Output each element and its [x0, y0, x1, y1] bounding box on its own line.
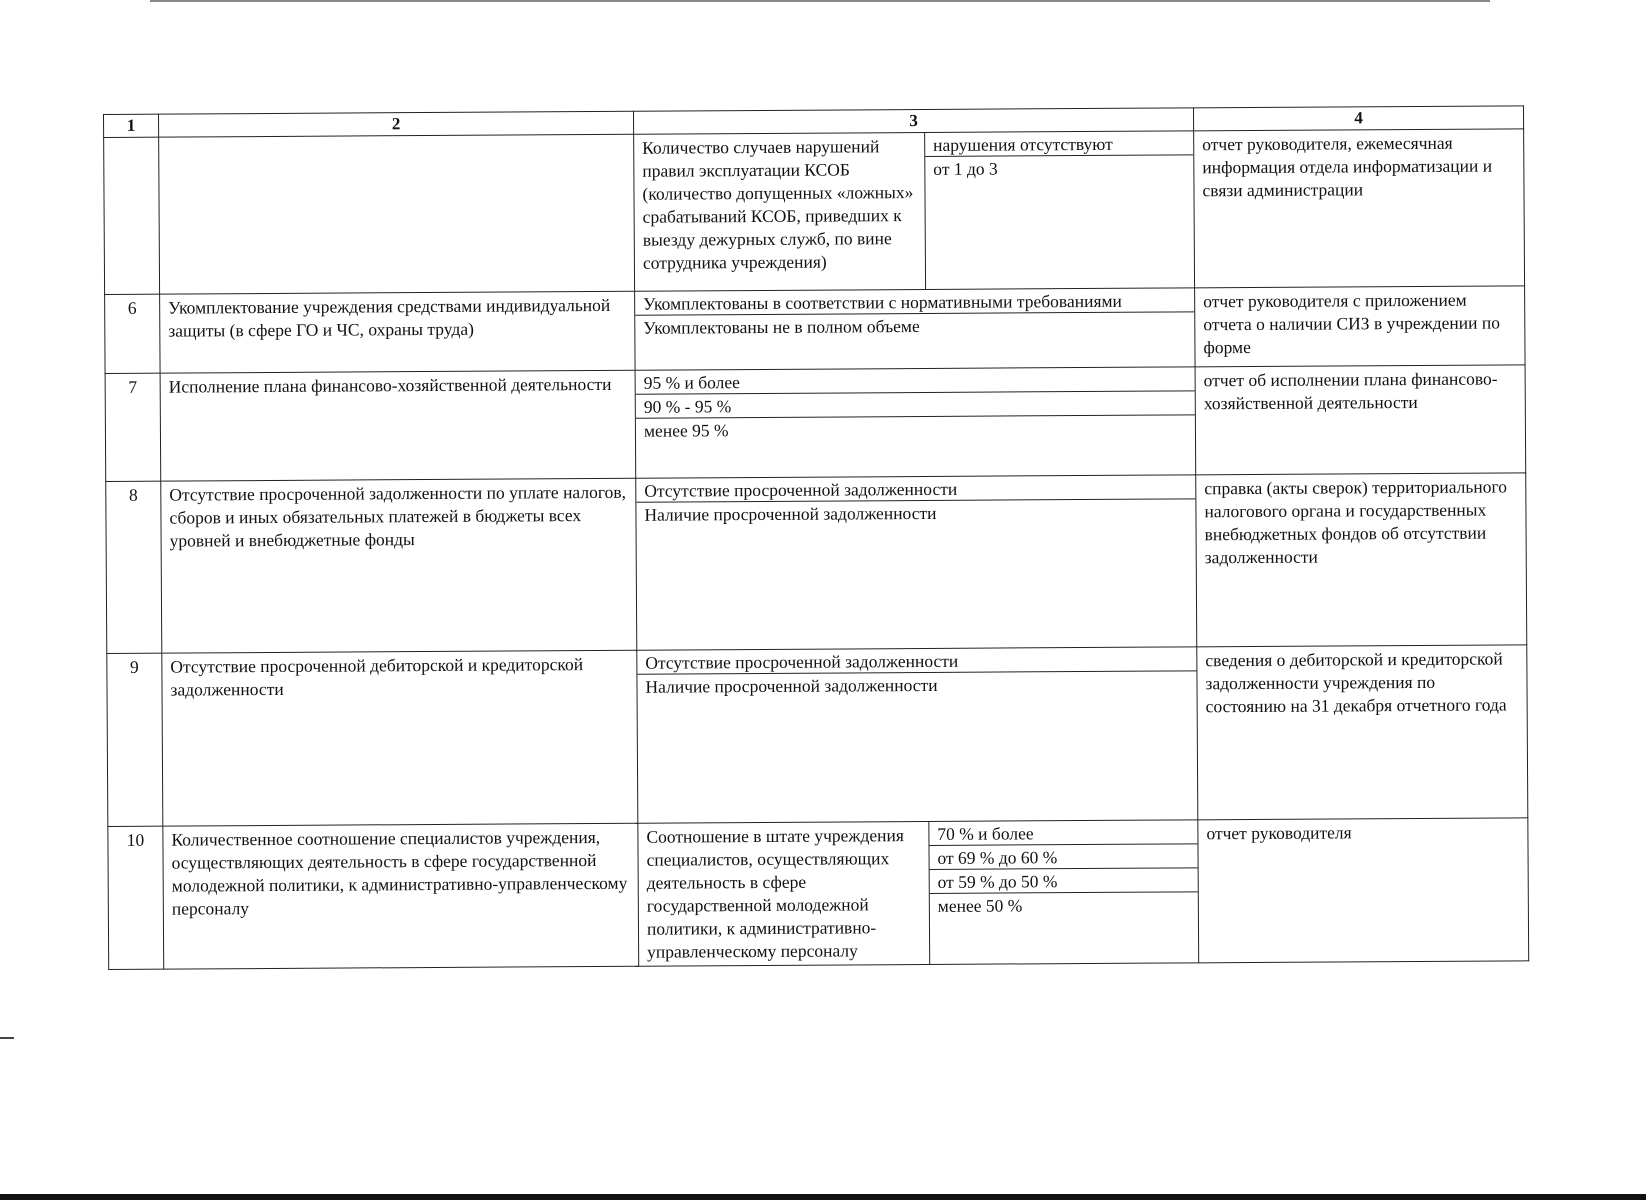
source-document: отчет руководителя, ежемесячная информация отдела информатизации и связи администрации	[1194, 129, 1525, 288]
criterion-value: 95 % и более	[636, 367, 1195, 394]
row-number	[104, 137, 160, 294]
criterion-value: 90 % - 95 %	[636, 391, 1195, 418]
column-number-1: 1	[104, 114, 159, 137]
criteria-cell	[635, 288, 1195, 370]
scan-edge-bottom	[0, 1194, 1646, 1200]
criterion-value: от 59 % до 50 %	[930, 868, 1198, 894]
criteria-split	[634, 131, 1194, 290]
criteria-cell	[638, 820, 1199, 966]
table-row-9	[107, 645, 1528, 827]
criterion-value: менее 50 %	[937, 895, 1023, 916]
column-number-3: 3	[633, 108, 1193, 134]
source-document: отчет руководителя с приложением отчета о наличии СИЗ в учреждении по форме	[1195, 286, 1525, 367]
table-row-6	[105, 286, 1525, 374]
criterion-value: нарушения отсутствуют	[925, 131, 1193, 157]
criterion-value: Укомплектованы в соответствии с нормативными требованиями	[635, 288, 1194, 315]
source-document: сведения о дебиторской и кредиторской задолженности учреждения по состоянию на 31 декабря отчетного года	[1197, 645, 1528, 820]
criteria-split	[638, 820, 1198, 965]
table-row-8	[106, 473, 1527, 654]
criterion-value: менее 95 %	[643, 420, 729, 441]
criterion-description: Количество случаев нарушений правил эксплуатации КСОБ (количество допущенных «ложных» срабатываний КСОБ, приведших к выезду дежурных служб, по вине сотрудника учреждения)	[634, 133, 925, 291]
column-number-2: 2	[159, 111, 634, 137]
criterion-value: Отсутствие просроченной задолженности	[637, 647, 1196, 674]
criteria-cell	[636, 475, 1197, 650]
indicator-name	[159, 134, 635, 294]
indicator-name: Отсутствие просроченной дебиторской и кредиторской задолженности	[162, 650, 638, 826]
row-number: 8	[106, 481, 162, 653]
criterion-value: от 1 до 3	[933, 158, 998, 179]
source-document: отчет руководителя	[1198, 818, 1529, 963]
table-row-7	[105, 365, 1526, 482]
row-number: 7	[105, 373, 161, 481]
criterion-value: Отсутствие просроченной задолженности	[636, 475, 1195, 502]
criterion-value: Наличие просроченной задолженности	[645, 674, 938, 697]
criterion-value: Укомплектованы не в полном объеме	[643, 316, 920, 338]
table-row-10	[108, 818, 1529, 970]
criteria-cell	[637, 647, 1198, 823]
scan-mark-left	[0, 1037, 14, 1039]
document-page	[103, 105, 1528, 970]
column-number-4: 4	[1193, 106, 1523, 131]
criterion-values	[929, 820, 1198, 964]
scan-edge-top	[150, 0, 1490, 2]
criteria-cell	[635, 367, 1196, 478]
table-row-continuation	[104, 129, 1525, 295]
indicator-name: Укомплектование учреждения средствами индивидуальной защиты (в сфере ГО и ЧС, охраны труда)	[160, 291, 635, 373]
source-document: справка (акты сверок) территориального налогового органа и государственных внебюджетных фондов об отсутствии задолженности	[1196, 473, 1527, 647]
criterion-values	[925, 131, 1195, 289]
criterion-description: Соотношение в штате учреждения специалистов, осуществляющих деятельность в сфере государственной молодежной политики, к административно-управленческому персоналу	[638, 822, 929, 966]
row-number: 9	[107, 653, 163, 826]
criteria-table	[103, 105, 1529, 970]
criteria-cell	[634, 131, 1195, 291]
indicator-name: Исполнение плана финансово-хозяйственной деятельности	[160, 370, 636, 481]
criterion-value: от 69 % до 60 %	[929, 844, 1197, 870]
criterion-value: 70 % и более	[929, 820, 1197, 846]
criterion-value: Наличие просроченной задолженности	[644, 502, 937, 525]
row-number: 6	[105, 294, 160, 373]
source-document: отчет об исполнении плана финансово-хозяйственной деятельности	[1195, 365, 1526, 475]
row-number: 10	[108, 826, 164, 969]
indicator-name: Отсутствие просроченной задолженности по уплате налогов, сборов и иных обязательных платежей в бюджеты всех уровней и внебюджетные фонды	[161, 478, 637, 653]
indicator-name: Количественное соотношение специалистов учреждения, осуществляющих деятельность в сфере государственной молодежной политики, к административно-управленческому персоналу	[163, 823, 639, 969]
